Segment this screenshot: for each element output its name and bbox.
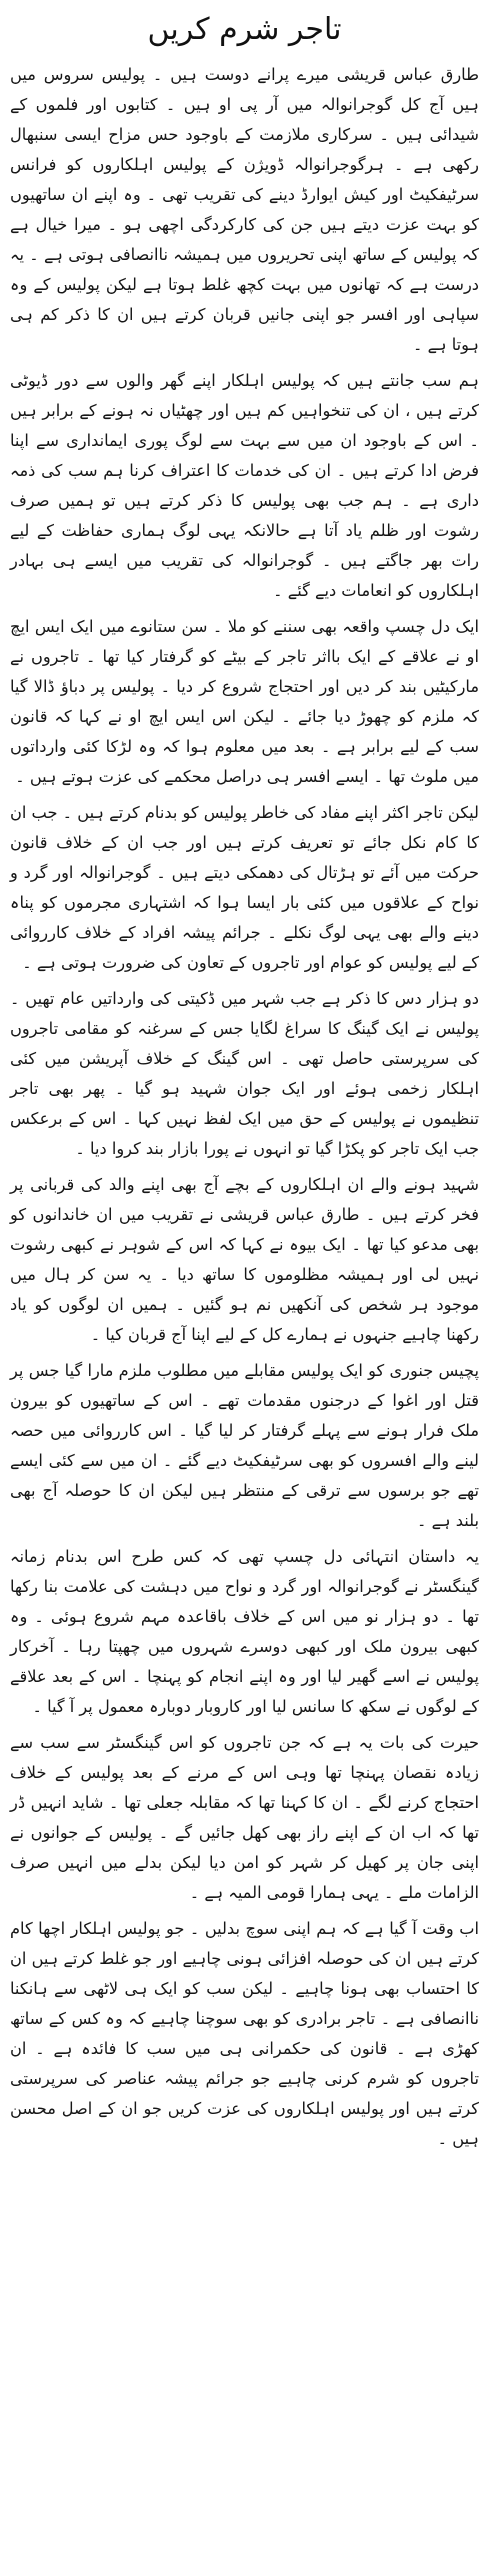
article-paragraph: اب وقت آ گیا ہے کہ ہم اپنی سوچ بدلیں ۔ جو پولیس اہلکار اچھا کام کرتے ہیں ان کی حوصلہ افزائی ہونی چاہیے اور جو غلط کرتے ہیں ان کا احتساب بھی ہونا چاہیے ۔ لیکن سب کو ایک ہی لاٹھی سے ہانکنا ناانصافی ہے ۔ تاجر برادری کو بھی سوچنا چاہیے کہ وہ کس کے ساتھ کھڑی ہے ۔ قانون کی حکمرانی ہی میں سب کا فائدہ ہے ۔ ان تاجروں کو شرم کرنی چاہیے جو جرائم پیشہ عناصر کی سرپرستی کرتے ہیں اور پولیس اہلکاروں کی عزت کریں جو ان کے اصل محسن ہیں ۔ [10, 1919, 479, 2148]
article-paragraph: دو ہزار دس کا ذکر ہے جب شہر میں ڈکیتی کی وارداتیں عام تھیں ۔ پولیس نے ایک گینگ کا سراغ لگایا جس کے سرغنہ کو مقامی تاجروں کی سرپرستی حاصل تھی ۔ اس گینگ کے خلاف آپریشن میں کئی اہلکار زخمی ہوئے اور ایک جوان شہید ہو گیا ۔ پھر بھی تاجر تنظیموں نے پولیس کے حق میں ایک لفظ نہیں کہا ۔ اس کے برعکس جب ایک تاجر کو پکڑا گیا تو انہوں نے پورا بازار بند کروا دیا ۔ [10, 989, 479, 1158]
article-paragraph: شہید ہونے والے ان اہلکاروں کے بچے آج بھی اپنے والد کی قربانی پر فخر کرتے ہیں ۔ طارق عباس قریشی نے تقریب میں ان خاندانوں کو بھی مدعو کیا تھا ۔ ایک بیوہ نے کہا کہ اس کے شوہر نے کبھی رشوت نہیں لی اور ہمیشہ مظلوموں کا ساتھ دیا ۔ یہ سن کر ہال میں موجود ہر شخص کی آنکھیں نم ہو گئیں ۔ ہمیں ان لوگوں کو یاد رکھنا چاہیے جنہوں نے ہمارے کل کے لیے اپنا آج قربان کیا ۔ [10, 1175, 479, 1344]
article-paragraph: پچیس جنوری کو ایک پولیس مقابلے میں مطلوب ملزم مارا گیا جس پر قتل اور اغوا کے درجنوں مقدمات تھے ۔ اس کے ساتھیوں کو بیرون ملک فرار ہونے سے پہلے گرفتار کر لیا گیا ۔ اس کارروائی میں حصہ لینے والے افسروں کو بھی سرٹیفکیٹ دیے گئے ۔ ان میں سے کئی ایسے تھے جو برسوں سے ترقی کے منتظر ہیں لیکن ان کا حوصلہ آج بھی بلند ہے ۔ [10, 1361, 479, 1530]
article-paragraph: لیکن تاجر اکثر اپنے مفاد کی خاطر پولیس کو بدنام کرتے ہیں ۔ جب ان کا کام نکل جائے تو تعریف کرتے ہیں اور جب ان کے خلاف قانون حرکت میں آئے تو ہڑتال کی دھمکی دیتے ہیں ۔ گوجرانوالہ اور گرد و نواح کے علاقوں میں کئی بار ایسا ہوا کہ اشتہاری مجرموں کو پناہ دینے والے بھی یہی لوگ نکلے ۔ جرائم پیشہ افراد کے خلاف کارروائی کے لیے پولیس کو عوام اور تاجروں کے تعاون کی ضرورت ہوتی ہے ۔ [10, 803, 479, 972]
article-paragraph: حیرت کی بات یہ ہے کہ جن تاجروں کو اس گینگسٹر سے سب سے زیادہ نقصان پہنچا تھا وہی اس کے مرنے کے بعد پولیس کے خلاف احتجاج کرنے لگے ۔ ان کا کہنا تھا کہ مقابلہ جعلی تھا ۔ شاید انہیں ڈر تھا کہ اب ان کے اپنے راز بھی کھل جائیں گے ۔ پولیس کے جوانوں نے اپنی جان پر کھیل کر شہر کو امن دیا لیکن بدلے میں انہیں صرف الزامات ملے ۔ یہی ہمارا قومی المیہ ہے ۔ [10, 1733, 479, 1902]
article-body [10, 60, 479, 2154]
article-paragraph: ہم سب جانتے ہیں کہ پولیس اہلکار اپنے گھر والوں سے دور ڈیوٹی کرتے ہیں ، ان کی تنخواہیں کم ہیں اور چھٹیاں نہ ہونے کے برابر ہیں ۔ اس کے باوجود ان میں سے بہت سے لوگ پوری ایمانداری سے اپنا فرض ادا کرتے ہیں ۔ ان کی خدمات کا اعتراف کرنا ہم سب کی ذمہ داری ہے ۔ ہم جب بھی پولیس کا ذکر کرتے ہیں تو ہمیں صرف رشوت اور ظلم یاد آتا ہے حالانکہ یہی لوگ ہماری حفاظت کے لیے رات بھر جاگتے ہیں ۔ گوجرانوالہ کی تقریب میں ایسے ہی بہادر اہلکاروں کو انعامات دیے گئے ۔ [10, 371, 479, 600]
article-paragraph: یہ داستان انتہائی دل چسپ تھی کہ کس طرح اس بدنام زمانہ گینگسٹر نے گوجرانوالہ اور گرد و نواح میں دہشت کی علامت بنا رکھا تھا ۔ دو ہزار نو میں اس کے خلاف باقاعدہ مہم شروع ہوئی ۔ وہ کبھی بیرون ملک اور کبھی دوسرے شہروں میں چھپتا رہا ۔ آخرکار پولیس نے اسے گھیر لیا اور وہ اپنے انجام کو پہنچا ۔ اس کے بعد علاقے کے لوگوں نے سکھ کا سانس لیا اور کاروبار دوبارہ معمول پر آ گیا ۔ [10, 1547, 479, 1716]
article-headline: تاجر شرم کریں [147, 12, 342, 47]
article-paragraph: طارق عباس قریشی میرے پرانے دوست ہیں ۔ پولیس سروس میں ہیں آج کل گوجرانوالہ میں آر پی او ہیں ۔ کتابوں اور فلموں کے شیدائی ہیں ۔ سرکاری ملازمت کے باوجود حس مزاح ایسی سنبھال رکھی ہے ۔ ہرگوجرانوالہ ڈویژن کے پولیس اہلکاروں کو فرانس سرٹیفکیٹ اور کیش ایوارڈ دینے کی تقریب تھی ۔ وہ اپنے ان ساتھیوں کو بہت عزت دیتے ہیں جن کی کارکردگی اچھی ہو ۔ میرا خیال ہے کہ پولیس کے ساتھ اپنی تحریروں میں ہمیشہ ناانصافی ہوتی ہے ۔ یہ درست ہے کہ تھانوں میں بہت کچھ غلط ہوتا ہے لیکن پولیس کے وہ سپاہی اور افسر جو اپنی جانیں قربان کرتے ہیں ان کا ذکر کم ہی ہوتا ہے ۔ [10, 65, 479, 354]
article-paragraph: ایک دل چسپ واقعہ بھی سننے کو ملا ۔ سن ستانوے میں ایک ایس ایچ او نے علاقے کے ایک بااثر تاجر کے بیٹے کو گرفتار کیا تھا ۔ تاجروں نے مارکیٹیں بند کر دیں اور احتجاج شروع کر دیا ۔ پولیس پر دباؤ ڈالا گیا کہ ملزم کو چھوڑ دیا جائے ۔ لیکن اس ایس ایچ او نے کہا کہ قانون سب کے لیے برابر ہے ۔ بعد میں معلوم ہوا کہ وہ لڑکا کئی وارداتوں میں ملوث تھا ۔ ایسے افسر ہی دراصل محکمے کی عزت ہوتے ہیں ۔ [10, 617, 479, 786]
